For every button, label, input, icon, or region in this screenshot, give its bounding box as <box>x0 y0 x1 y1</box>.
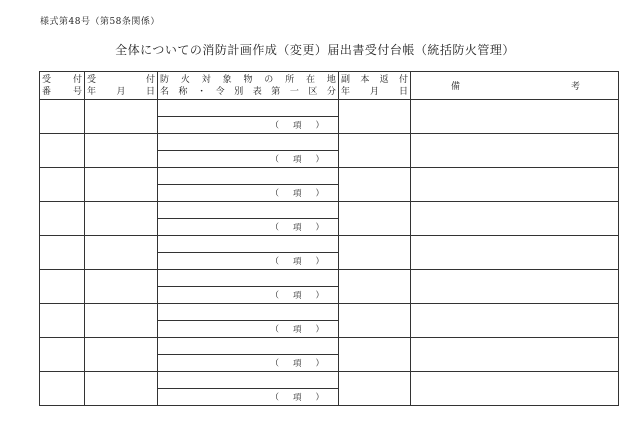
cell-building <box>158 270 339 304</box>
header-line: 備 考 <box>451 82 580 92</box>
cell-receipt-number[interactable] <box>40 236 85 270</box>
cell-building <box>158 236 339 270</box>
cell-receipt-number[interactable] <box>40 202 85 236</box>
cell-return-date[interactable] <box>339 338 411 372</box>
cell-return-date[interactable] <box>339 270 411 304</box>
cell-receipt-date[interactable] <box>85 134 158 168</box>
building-category-field[interactable] <box>158 321 338 337</box>
building-address-field[interactable] <box>158 236 338 253</box>
cell-return-date[interactable] <box>339 236 411 270</box>
item-paren-close: ） <box>315 257 324 267</box>
header-line: 受 付 <box>42 74 82 85</box>
item-label: 項 <box>292 155 302 165</box>
cell-building <box>158 168 339 202</box>
table-row <box>40 372 619 406</box>
cell-return-date[interactable] <box>339 100 411 134</box>
building-address-field[interactable] <box>158 134 338 151</box>
building-address-field[interactable] <box>158 372 338 389</box>
cell-remarks[interactable] <box>411 168 619 202</box>
building-category-field[interactable] <box>158 389 338 405</box>
header-line: 番 号 <box>42 86 82 97</box>
cell-receipt-date[interactable] <box>85 100 158 134</box>
cell-remarks[interactable] <box>411 134 619 168</box>
table-row <box>40 168 619 202</box>
cell-remarks[interactable] <box>411 202 619 236</box>
header-line: 名 称 ・ 令 別 表 第 一 区 分 <box>160 86 336 97</box>
item-paren-close: ） <box>315 325 324 335</box>
item-paren-open: （ <box>270 393 279 403</box>
table-row <box>40 338 619 372</box>
cell-building <box>158 100 339 134</box>
cell-receipt-number[interactable] <box>40 338 85 372</box>
cell-receipt-number[interactable] <box>40 270 85 304</box>
building-address-field[interactable] <box>158 338 338 355</box>
item-paren-open: （ <box>270 121 279 131</box>
item-paren-open: （ <box>270 189 279 199</box>
cell-receipt-number[interactable] <box>40 372 85 406</box>
header-receipt-date <box>85 72 158 100</box>
item-label: 項 <box>292 223 302 233</box>
cell-return-date[interactable] <box>339 304 411 338</box>
cell-return-date[interactable] <box>339 372 411 406</box>
ledger-body <box>40 100 619 406</box>
item-label: 項 <box>292 393 302 403</box>
cell-receipt-number[interactable] <box>40 134 85 168</box>
cell-remarks[interactable] <box>411 304 619 338</box>
header-line: 防 火 対 象 物 の 所 在 地 <box>160 74 336 85</box>
item-paren-close: ） <box>315 393 324 403</box>
item-paren-close: ） <box>315 291 324 301</box>
cell-building <box>158 304 339 338</box>
cell-remarks[interactable] <box>411 270 619 304</box>
item-paren-close: ） <box>315 189 324 199</box>
form-title: 全体についての消防計画作成（変更）届出書受付台帳（統括防火管理） <box>115 43 515 57</box>
header-line: 年 月 日 <box>341 86 408 97</box>
table-row <box>40 100 619 134</box>
item-label: 項 <box>292 325 302 335</box>
building-address-field[interactable] <box>158 202 338 219</box>
cell-building <box>158 372 339 406</box>
item-label: 項 <box>292 189 302 199</box>
table-row <box>40 202 619 236</box>
cell-return-date[interactable] <box>339 134 411 168</box>
item-label: 項 <box>292 257 302 267</box>
table-row <box>40 134 619 168</box>
building-category-field[interactable] <box>158 117 338 133</box>
item-paren-open: （ <box>270 325 279 335</box>
cell-building <box>158 202 339 236</box>
item-paren-open: （ <box>270 223 279 233</box>
cell-receipt-number[interactable] <box>40 304 85 338</box>
cell-remarks[interactable] <box>411 236 619 270</box>
building-address-field[interactable] <box>158 168 338 185</box>
item-label: 項 <box>292 291 302 301</box>
building-category-field[interactable] <box>158 253 338 269</box>
cell-remarks[interactable] <box>411 338 619 372</box>
item-paren-open: （ <box>270 257 279 267</box>
item-label: 項 <box>292 359 302 369</box>
ledger-table <box>39 71 619 406</box>
header-return-date <box>339 72 411 100</box>
building-address-field[interactable] <box>158 304 338 321</box>
item-label: 項 <box>292 121 302 131</box>
header-building <box>158 72 339 100</box>
form-number: 様式第48号（第58条関係） <box>40 17 160 27</box>
building-category-field[interactable] <box>158 287 338 303</box>
cell-remarks[interactable] <box>411 372 619 406</box>
cell-return-date[interactable] <box>339 202 411 236</box>
header-receipt-number <box>40 72 85 100</box>
cell-return-date[interactable] <box>339 168 411 202</box>
building-address-field[interactable] <box>158 270 338 287</box>
header-line: 受 付 <box>87 74 155 85</box>
item-paren-close: ） <box>315 359 324 369</box>
item-paren-open: （ <box>270 155 279 165</box>
header-remarks <box>411 72 619 100</box>
cell-receipt-date[interactable] <box>85 372 158 406</box>
cell-receipt-date[interactable] <box>85 338 158 372</box>
building-address-field[interactable] <box>158 100 338 117</box>
table-row <box>40 236 619 270</box>
table-row <box>40 304 619 338</box>
cell-receipt-date[interactable] <box>85 304 158 338</box>
building-category-field[interactable] <box>158 185 338 201</box>
cell-receipt-number[interactable] <box>40 100 85 134</box>
cell-receipt-date[interactable] <box>85 168 158 202</box>
cell-receipt-date[interactable] <box>85 202 158 236</box>
cell-remarks[interactable] <box>411 100 619 134</box>
cell-building <box>158 338 339 372</box>
cell-receipt-date[interactable] <box>85 236 158 270</box>
item-paren-close: ） <box>315 223 324 233</box>
cell-building <box>158 134 339 168</box>
cell-receipt-number[interactable] <box>40 168 85 202</box>
header-line: 副 本 返 付 <box>341 74 408 85</box>
header-row <box>40 72 619 100</box>
building-category-field[interactable] <box>158 151 338 167</box>
table-row <box>40 270 619 304</box>
building-category-field[interactable] <box>158 219 338 235</box>
item-paren-open: （ <box>270 291 279 301</box>
item-paren-open: （ <box>270 359 279 369</box>
item-paren-close: ） <box>315 121 324 131</box>
cell-receipt-date[interactable] <box>85 270 158 304</box>
building-category-field[interactable] <box>158 355 338 371</box>
header-line: 年 月 日 <box>87 86 155 97</box>
item-paren-close: ） <box>315 155 324 165</box>
